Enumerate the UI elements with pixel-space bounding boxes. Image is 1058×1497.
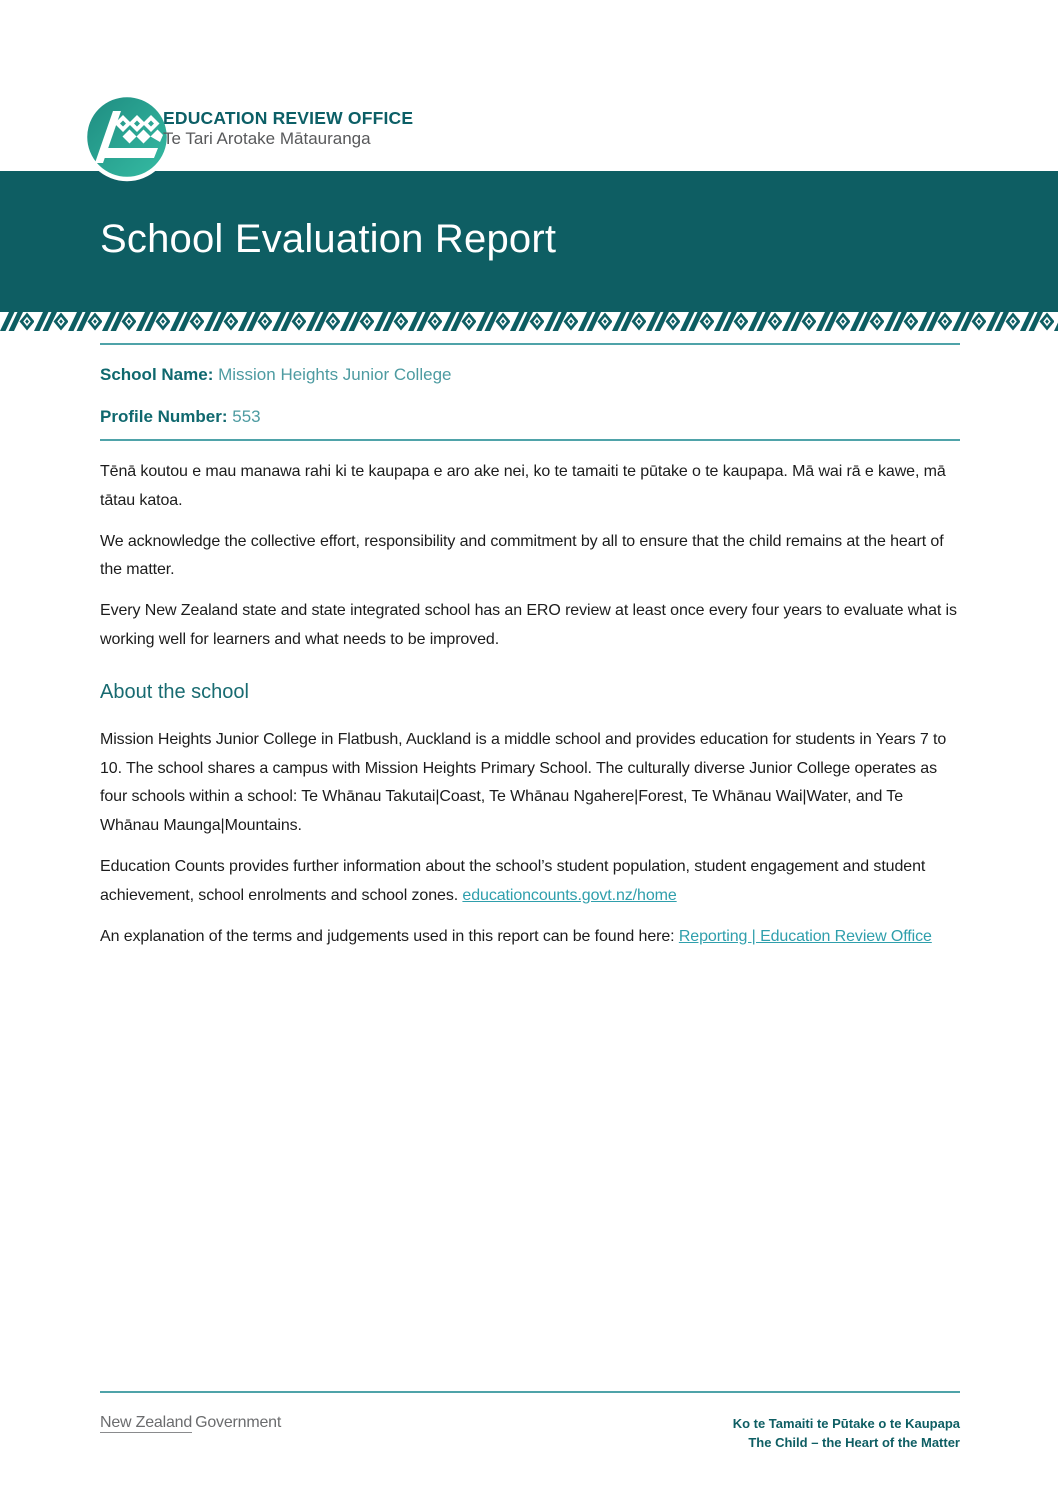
nz-government-logo bbox=[100, 1414, 281, 1452]
education-counts-link[interactable]: educationcounts.govt.nz/home bbox=[462, 886, 677, 904]
footer bbox=[100, 1391, 960, 1452]
explanation-text: An explanation of the terms and judgements used in this report can be found here: bbox=[100, 927, 679, 945]
org-wordmark bbox=[163, 109, 413, 148]
reporting-ero-link[interactable]: Reporting | Education Review Office bbox=[678, 927, 932, 945]
school-name-value: Mission Heights Junior College bbox=[218, 365, 452, 384]
profile-number-label: Profile Number: bbox=[100, 407, 228, 426]
footer-motto bbox=[733, 1414, 960, 1452]
about-paragraph-description: Mission Heights Junior College in Flatbush, Auckland is a middle school and provides education for students in Years 7 to 10. The school shares a campus with Mission Heights Primary School. The culturally diverse Junior College operates as four schools within a school: Te Whānau Takutai|Coast, Te Whānau Ngahere|Forest, Te Whānau Wai|Water, and Te Whānau Maunga|Mountains. bbox=[100, 730, 947, 835]
footer-motto-maori: Ko te Tamaiti te Pūtake o te Kaupapa bbox=[732, 1416, 960, 1431]
about-paragraph-education-counts bbox=[100, 853, 960, 911]
profile-number-line bbox=[100, 406, 960, 427]
profile-number-value: 553 bbox=[232, 407, 261, 426]
about-paragraph-explanation bbox=[100, 923, 960, 952]
main-content bbox=[100, 343, 960, 951]
divider-meta-bottom bbox=[100, 439, 960, 441]
org-name-maori: Te Tari Arotake Mātauranga bbox=[163, 129, 371, 148]
intro-paragraph-ero-review: Every New Zealand state and state integrated school has an ERO review at least once every four years to evaluate what is working well for learners and what needs to be improved. bbox=[100, 602, 957, 648]
nz-government-logo-part2: Government bbox=[195, 1414, 282, 1431]
education-counts-text: Education Counts provides further information about the school’s student population, student engagement and student achievement, school enrolments and school zones. bbox=[100, 857, 926, 904]
intro-paragraph-maori: Tēnā koutou e mau manawa rahi ki te kaupapa e aro ake nei, ko te tamaiti te pūtake o te kaupapa. Mā wai rā e kawe, mā tātau katoa. bbox=[100, 463, 946, 509]
intro-section bbox=[100, 458, 960, 951]
intro-paragraph-acknowledge: We acknowledge the collective effort, responsibility and commitment by all to ensure that the child remains at the heart of the matter. bbox=[100, 532, 944, 579]
header bbox=[0, 0, 1058, 171]
org-name: EDUCATION REVIEW OFFICE bbox=[163, 108, 414, 128]
about-school-heading: About the school bbox=[100, 680, 249, 703]
title-banner bbox=[0, 171, 1058, 312]
nz-government-logo-part1: New Zealand bbox=[100, 1414, 193, 1431]
ero-logo-icon bbox=[81, 90, 173, 182]
divider-footer bbox=[100, 1391, 960, 1393]
divider-top bbox=[100, 343, 960, 345]
school-name-label: School Name: bbox=[100, 365, 214, 384]
footer-motto-english: The Child – the Heart of the Matter bbox=[748, 1435, 960, 1450]
page-title: School Evaluation Report bbox=[100, 217, 557, 261]
taniko-pattern-strip bbox=[0, 312, 1058, 331]
school-name-line bbox=[100, 364, 960, 385]
